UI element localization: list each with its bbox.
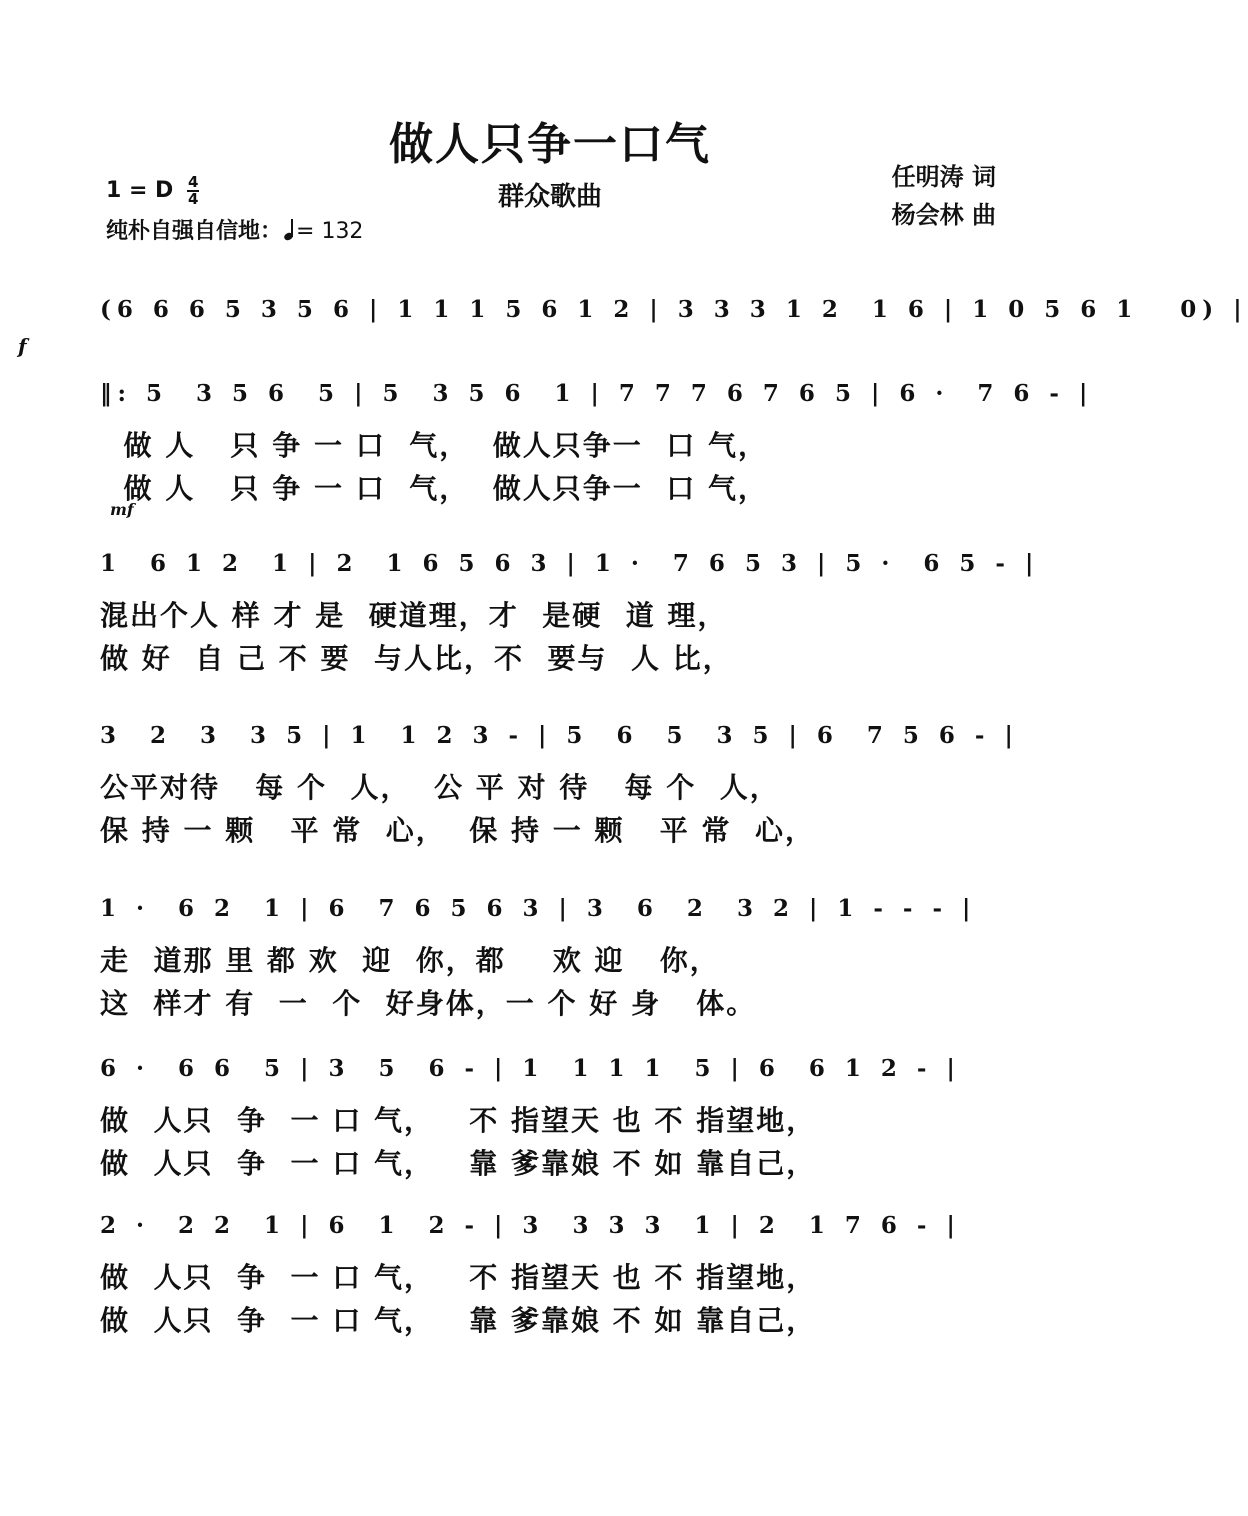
tempo-marking (106, 214, 363, 245)
notation-row: 6 · 6 6 5 | 3 5 6 - | 1 1 1 1 5 | 6 6 1 2 - | (100, 1055, 961, 1082)
notation-row: 1 · 6 2 1 | 6 7 6 5 6 3 | 3 6 2 3 2 | 1 - - - | (100, 895, 977, 922)
notation-row: ‖: 5 3 5 6 5 | 5 3 5 6 1 | 7 7 7 6 7 6 5 | 6 · 7 6 - | (100, 380, 1094, 407)
lyric-row: 做 好 自 己 不 要 与人比，不 要与 人 比， (100, 642, 733, 675)
lyric-row: 做 人 只 争 一 口 气， 做人只争一 口 气， (100, 429, 768, 462)
dynamic-forte: f (18, 334, 27, 358)
lyric-row: 做 人只 争 一 口 气， 不 指望天 也 不 指望地， (100, 1104, 817, 1137)
song-subtitle: 群众歌曲 (497, 182, 602, 212)
lyric-row: 做 人只 争 一 口 气， 靠 爹靠娘 不 如 靠自己， (100, 1147, 817, 1180)
lyric-row: 做 人只 争 一 口 气， 不 指望天 也 不 指望地， (100, 1261, 817, 1294)
time-denominator: 4 (188, 190, 199, 208)
credits (892, 158, 996, 234)
tempo-value: = 132 (296, 219, 364, 244)
notation-row: 2 · 2 2 1 | 6 1 2 - | 3 3 3 3 1 | 2 1 7 6 - | (100, 1212, 961, 1239)
time-signature (187, 175, 199, 207)
lyric-row: 混出个人 样 才 是 硬道理，才 是硬 道 理， (100, 599, 728, 632)
lyric-row: 保 持 一 颗 平 常 心， 保 持 一 颗 平 常 心， (100, 814, 815, 847)
dynamic-mezzo-forte: mf (110, 500, 134, 519)
notation-row: 1 6 1 2 1 | 2 1 6 5 6 3 | 1 · 7 6 5 3 | 5 · 6 5 - | (100, 550, 1040, 577)
notation-row: 3 2 3 3 5 | 1 1 2 3 - | 5 6 5 3 5 | 6 7 5 6 - | (100, 722, 1019, 749)
tempo-label: 纯朴自强自信地： (106, 219, 283, 244)
time-numerator: 4 (188, 173, 199, 191)
composer: 杨会林 曲 (891, 201, 996, 229)
notation-row: (6 6 6 5 3 5 6 | 1 1 1 5 6 1 2 | 3 3 3 1 2 1 6 | 1 0 5 6 1 0) | (100, 296, 1248, 323)
lyric-row: 走 道那 里 都 欢 迎 你，都 欢 迎 你， (100, 944, 720, 977)
lyric-row: 这 样才 有 一 个 好身体，一 个 好 身 体。 (100, 987, 757, 1020)
lyric-row: 做 人只 争 一 口 气， 靠 爹靠娘 不 如 靠自己， (100, 1304, 817, 1337)
lyricist: 任明涛 词 (891, 163, 996, 191)
quarter-note-icon (282, 220, 296, 242)
lyric-row: 公平对待 每 个 人， 公 平 对 待 每 个 人， (100, 771, 780, 804)
lyric-row: 做 人 只 争 一 口 气， 做人只争一 口 气， (100, 472, 768, 505)
key-signature (106, 175, 199, 207)
key-label: 1 = D (106, 178, 174, 203)
song-title: 做人只争一口气 (389, 119, 711, 170)
